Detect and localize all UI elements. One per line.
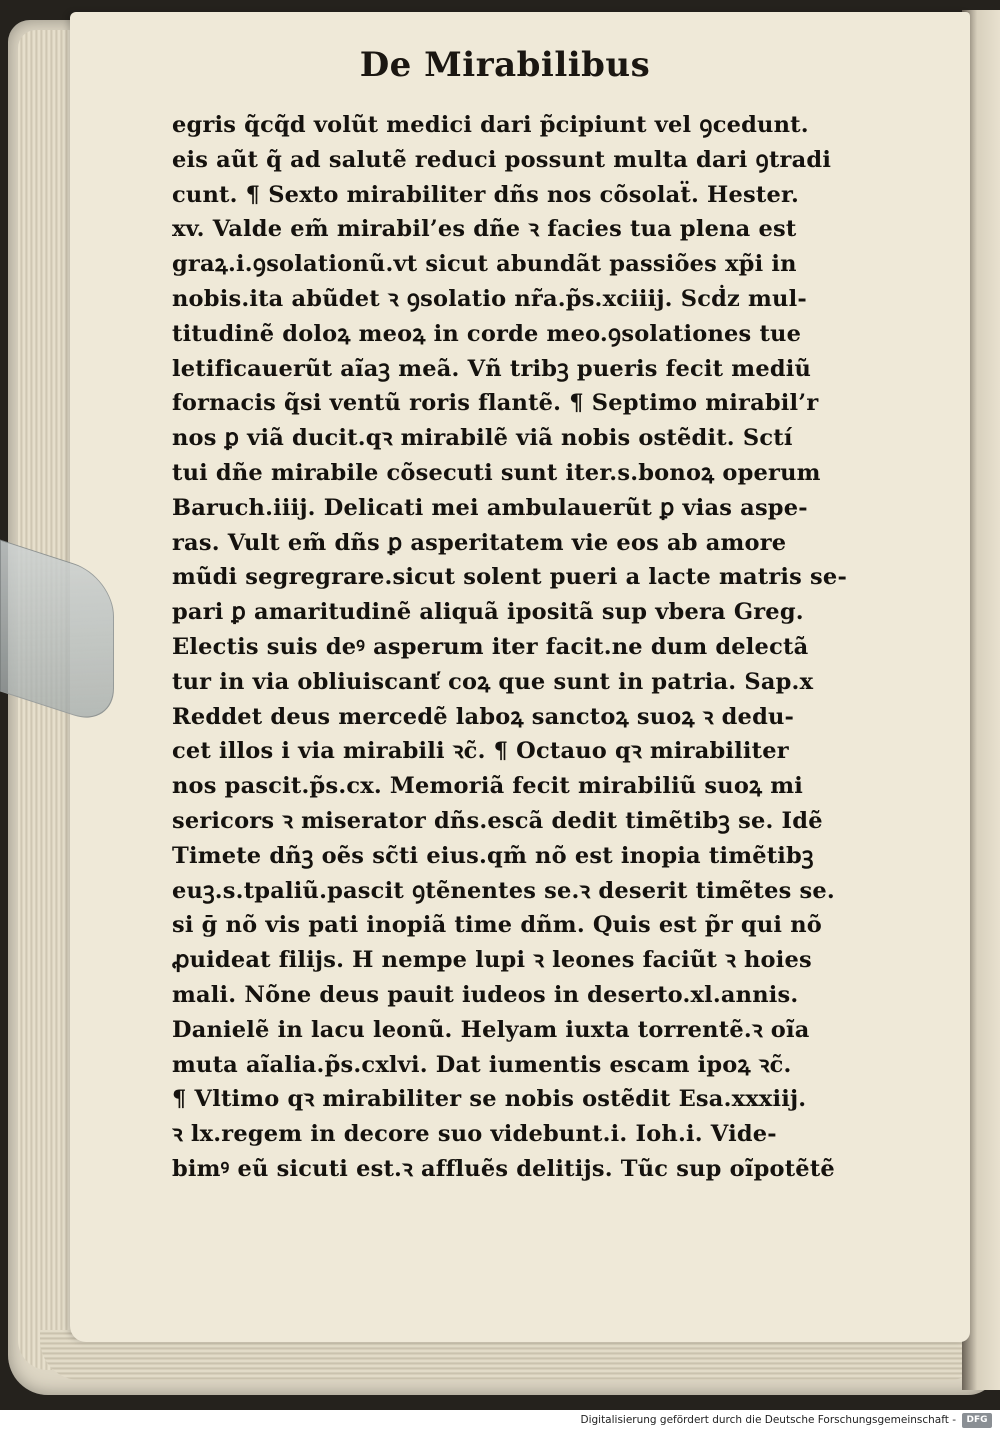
text-line: Reddet deus mercedẽ laboꝝ sanctoꝝ suoꝝ ꝛ dedu- [172,703,795,730]
footer-bar [0,1410,1000,1432]
text-line: euꝫ.s.tpaliũ.pascit ꝯtẽnentes se.ꝛ deserit timẽtes se. [172,877,835,904]
text-line: xv. Valde em̃ mirabil’es dñe ꝛ facies tua plena est [172,216,797,243]
text-line: si ḡ nõ vis pati inopiã time dñm. Quis est p̃r qui nõ [172,912,822,939]
text-line: Danielẽ in lacu leonũ. Helyam iuxta torrentẽ.ꝛ oĩa [172,1016,810,1043]
text-line: nos ꝑ viã ducit.qꝛ mirabilẽ viã nobis ostẽdit. Sctí [172,425,793,452]
text-block [172,108,862,1187]
text-line: graꝝ.i.ꝯsolationũ.vt sicut abundãt passiões xp̃i in [172,251,797,278]
text-line: tui dñe mirabile cõsecuti sunt iter.s.bonoꝝ operum [172,459,821,486]
text-line: cet illos i via mirabili ꝛc̃. ¶ Octauo qꝛ mirabiliter [172,738,789,765]
funding-credit: Digitalisierung gefördert durch die Deutsche Forschungsgemeinschaft - [580,1414,956,1426]
text-line: tur in via obliuiscanť coꝝ que sunt in patria. Sap.x [172,668,814,695]
text-line: nos pascit.p̃s.cx. Memoriã fecit mirabiliũ suoꝝ mi [172,773,804,800]
text-line: ras. Vult em̃ dñs ꝑ asperitatem vie eos ab amore [172,529,787,556]
running-title: De Mirabilibus [359,45,651,85]
text-line: nobis.ita abũdet ꝛ ꝯsolatio nr̃a.p̃s.xciiij. Scḋz mul- [172,285,807,312]
text-line: Timete dñꝫ oẽs sc̃ti eius.qm̃ nõ est inopia timẽtibꝫ [172,842,814,869]
text-line: mũdi segregrare.sicut solent pueri a lacte matris se- [172,564,847,591]
text-line: ꝛ lx.regem in decore suo videbunt.i. Ioh.i. Vide- [172,1121,777,1148]
text-line: Electis suis deꝰ asperum iter facit.ne dum delectã [172,633,809,660]
text-line: Baruch.iiij. Delicati mei ambulauerũt ꝑ vias aspe- [172,494,808,521]
text-line: eis aũt q̃ ad salutẽ reduci possunt multa dari ꝯtradi [172,146,832,173]
text-line: bimꝰ eũ sicuti est.ꝛ affluẽs delitijs. Tũc sup oĩpotẽtẽ [172,1155,835,1182]
text-line: ¶ Vltimo qꝛ mirabiliter se nobis ostẽdit Esa.xxxiij. [172,1086,807,1113]
text-line: muta aĩalia.p̃s.cxlvi. Dat iumentis escam ipoꝝ ꝛc̃. [172,1051,792,1078]
text-line: pari ꝑ amaritudinẽ aliquã ipositã sup vbera Greg. [172,599,804,626]
text-line: egris q̃cq̃d volũt medici dari p̃cipiunt vel ꝯcedunt. [172,112,809,138]
text-line: cunt. ¶ Sexto mirabiliter dñs nos cõsolaẗ. Hester. [172,181,799,208]
text-line: titudinẽ doloꝝ meoꝝ in corde meo.ꝯsolationes tue [172,320,802,347]
dfg-logo-icon: DFG [962,1413,992,1428]
text-line: ꝓuideat filijs. H nempe lupi ꝛ leones faciũt ꝛ hoies [172,947,812,974]
text-line: letificauerũt aĩaꝫ meã. Vñ tribꝫ pueris fecit mediũ [172,355,812,382]
text-line: mali. Nõne deus pauit iudeos in deserto.xl.annis. [172,981,799,1008]
text-line: fornacis q̃si ventũ roris flantẽ. ¶ Septimo mirabil’r [172,390,819,417]
text-line: sericors ꝛ miserator dñs.escã dedit timẽtibꝫ se. Idẽ [172,807,823,834]
